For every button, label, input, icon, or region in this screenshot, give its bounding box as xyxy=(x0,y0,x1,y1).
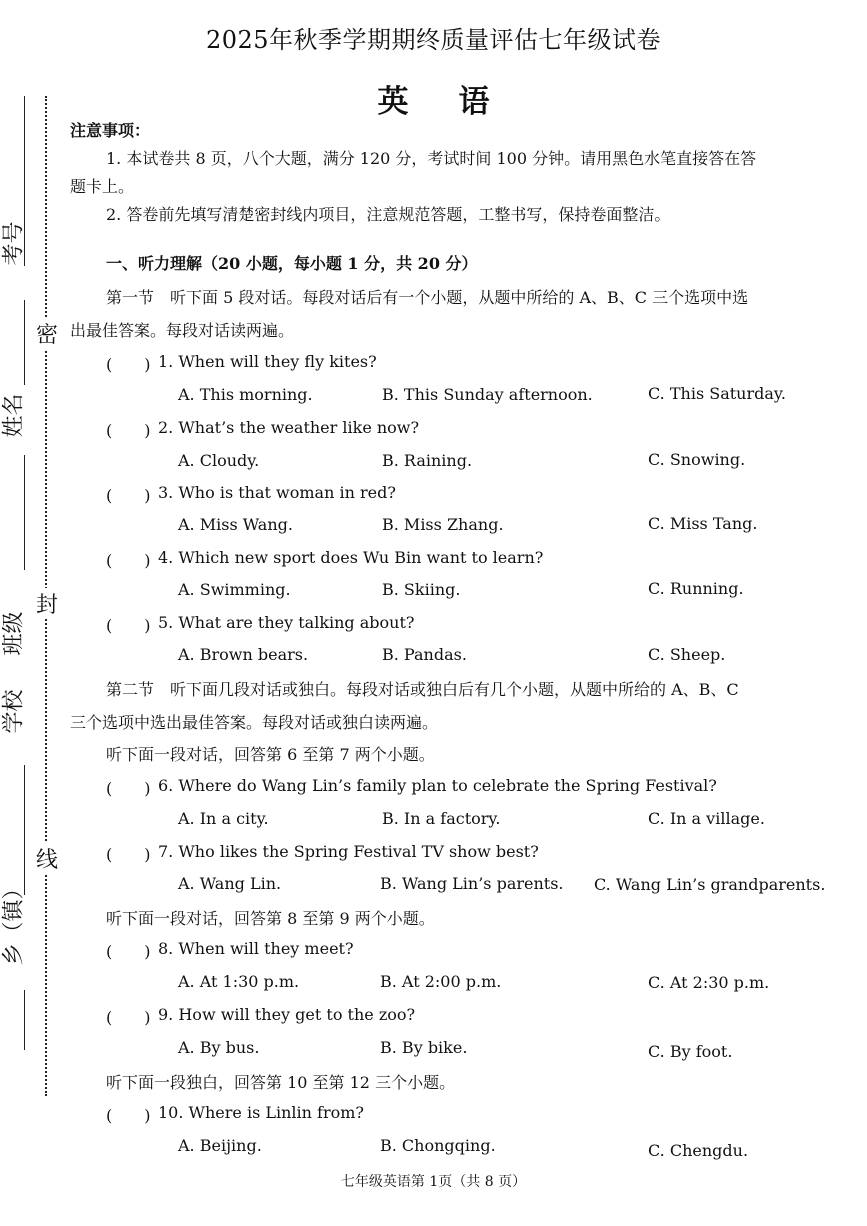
question-stem: 9. How will they get to the zoo? xyxy=(158,1005,416,1024)
answer-bracket: ( ) xyxy=(106,1106,151,1125)
option-b: B. Miss Zhang. xyxy=(382,515,504,534)
notes-item-2: 2. 答卷前先填写清楚密封线内项目，注意规范答题，工整书写，保持卷面整洁。 xyxy=(106,205,671,224)
option-a: A. In a city. xyxy=(178,809,269,828)
option-b: B. Wang Lin’s parents. xyxy=(380,874,564,893)
option-a: A. Wang Lin. xyxy=(178,874,282,893)
option-c: C. Sheep. xyxy=(648,645,726,664)
question-stem: 5. What are they talking about? xyxy=(158,613,415,632)
option-b: B. Skiing. xyxy=(382,580,461,599)
option-a: A. Cloudy. xyxy=(178,451,260,470)
option-c: C. Chengdu. xyxy=(648,1141,749,1160)
answer-bracket: ( ) xyxy=(106,355,151,374)
seal-char-xian: 线 xyxy=(36,843,58,874)
label-class: 班级 xyxy=(1,611,27,656)
notes-item-1: 1. 本试卷共 8 页，八个大题，满分 120 分，考试时间 100 分钟。请用黑色水笔直接答在答 xyxy=(106,149,757,168)
option-a: A. At 1:30 p.m. xyxy=(178,972,300,991)
option-b: B. In a factory. xyxy=(382,809,501,828)
option-a: A. This morning. xyxy=(178,385,313,404)
option-c: C. Wang Lin’s grandparents. xyxy=(594,875,826,894)
option-a: A. Miss Wang. xyxy=(178,515,293,534)
question-stem: 4. Which new sport does Wu Bin want to learn? xyxy=(158,548,544,567)
option-a: A. Beijing. xyxy=(178,1136,262,1155)
instruction-q10-12: 听下面一段独白，回答第 10 至第 12 三个小题。 xyxy=(106,1073,456,1092)
answer-bracket: ( ) xyxy=(106,616,151,635)
option-c: C. Miss Tang. xyxy=(648,514,758,533)
option-b: B. By bike. xyxy=(380,1038,468,1057)
question-stem: 10. Where is Linlin from? xyxy=(158,1103,364,1122)
exam-title: 2025年秋季学期期终质量评估七年级试卷 xyxy=(205,26,662,54)
question-stem: 6. Where do Wang Lin’s family plan to celebrate the Spring Festival? xyxy=(158,776,717,795)
question-stem: 8. When will they meet? xyxy=(158,939,354,958)
option-a: A. Brown bears. xyxy=(178,645,309,664)
label-town: 乡（镇） xyxy=(1,877,27,966)
answer-bracket: ( ) xyxy=(106,942,151,961)
notes-item-1-cont: 题卡上。 xyxy=(70,177,135,196)
answer-bracket: ( ) xyxy=(106,421,151,440)
section-heading-listening: 一、听力理解（20 小题，每小题 1 分，共 20 分） xyxy=(106,254,478,273)
answer-bracket: ( ) xyxy=(106,1008,151,1027)
question-stem: 7. Who likes the Spring Festival TV show best? xyxy=(158,842,539,861)
part1-instruction: 第一节 听下面 5 段对话。每段对话后有一个小题，从题中所给的 A、B、C 三个选项中选 xyxy=(106,288,749,307)
option-c: C. This Saturday. xyxy=(648,384,786,403)
part2-instruction: 第二节 听下面几段对话或独白。每段对话或独白后有几个小题，从题中所给的 A、B、C xyxy=(106,680,739,699)
option-a: A. By bus. xyxy=(178,1038,260,1057)
part2-instruction-cont: 三个选项中选出最佳答案。每段对话或独白读两遍。 xyxy=(70,713,439,732)
page-footer: 七年级英语第 1页（共 8 页） xyxy=(340,1174,527,1190)
part1-instruction-cont: 出最佳答案。每段对话读两遍。 xyxy=(70,321,295,340)
option-c: C. Running. xyxy=(648,579,744,598)
label-exam-no: 考号 xyxy=(1,221,27,266)
instruction-q8-9: 听下面一段对话，回答第 8 至第 9 两个小题。 xyxy=(106,909,435,928)
option-b: B. Chongqing. xyxy=(380,1136,496,1155)
option-b: B. Raining. xyxy=(382,451,473,470)
question-stem: 1. When will they fly kites? xyxy=(158,352,377,371)
option-b: B. This Sunday afternoon. xyxy=(382,385,593,404)
seal-char-mi: 密 xyxy=(36,318,58,349)
option-a: A. Swimming. xyxy=(178,580,291,599)
seal-char-feng: 封 xyxy=(36,588,58,619)
option-c: C. At 2:30 p.m. xyxy=(648,973,770,992)
option-c: C. By foot. xyxy=(648,1042,733,1061)
answer-bracket: ( ) xyxy=(106,845,151,864)
answer-bracket: ( ) xyxy=(106,486,151,505)
label-name: 姓名 xyxy=(1,393,27,438)
question-stem: 3. Who is that woman in red? xyxy=(158,483,396,502)
notes-heading: 注意事项： xyxy=(70,121,151,140)
instruction-q6-7: 听下面一段对话，回答第 6 至第 7 两个小题。 xyxy=(106,745,435,764)
answer-bracket: ( ) xyxy=(106,779,151,798)
fill-line-name xyxy=(24,300,25,385)
label-school: 学校 xyxy=(1,689,27,734)
answer-bracket: ( ) xyxy=(106,551,151,570)
fill-line-town xyxy=(24,990,25,1050)
option-b: B. At 2:00 p.m. xyxy=(380,972,502,991)
option-b: B. Pandas. xyxy=(382,645,467,664)
option-c: C. Snowing. xyxy=(648,450,746,469)
question-stem: 2. What’s the weather like now? xyxy=(158,418,420,437)
option-c: C. In a village. xyxy=(648,809,765,828)
fill-line-class xyxy=(24,455,25,570)
subject-title: 英语 xyxy=(377,84,540,120)
